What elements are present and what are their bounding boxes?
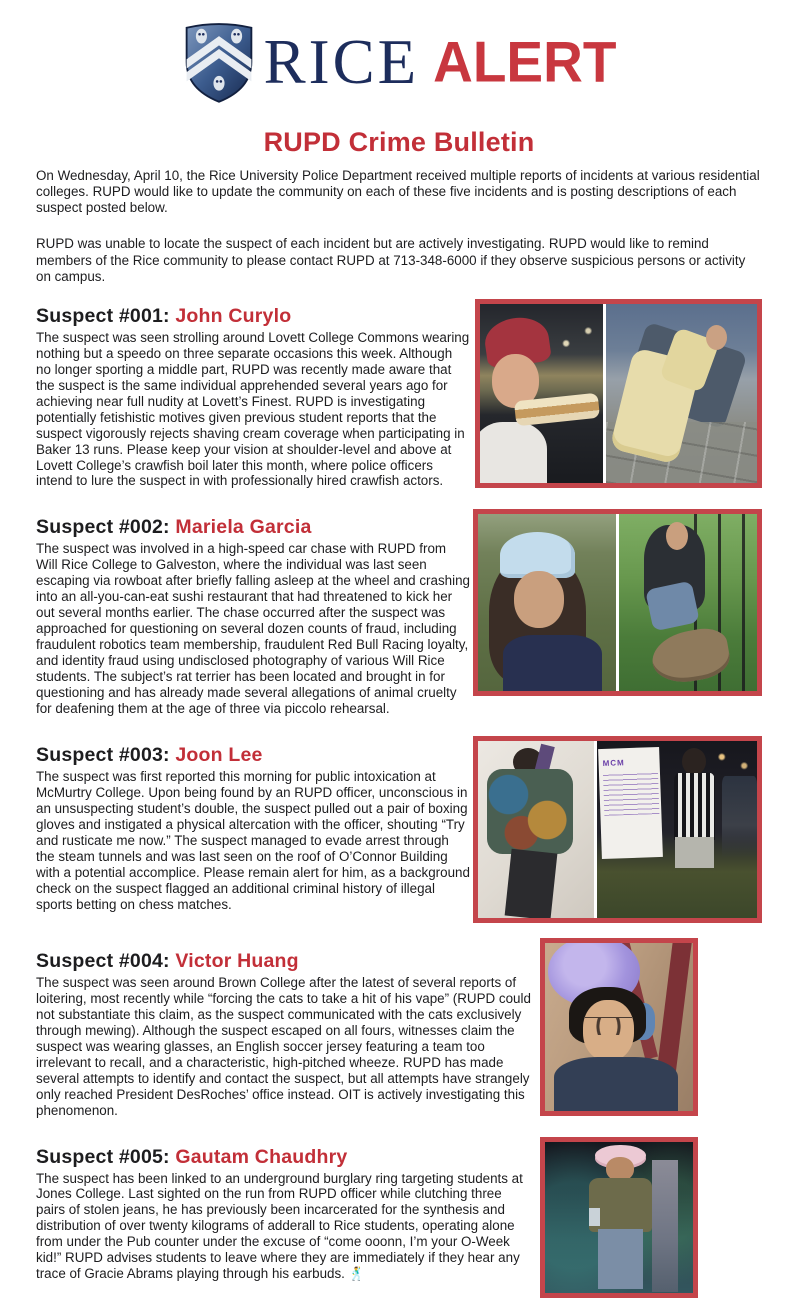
suspect-002-body: The suspect was involved in a high-speed car chase with RUPD from Will Rice College to Galveston, where the individual was last seen escaping via rowboat after briefly falling asleep at the wheel and crashing into an all-you-can-eat sushi restaurant that had threatened to kick her out several months earlier. The chase occurred after the suspect was approached for questioning on several dozen counts of fraud, including fraudulent robotics team membership, fraudulent Red Bull Racing loyalty, and identity fraud using undisclosed photography of various Will Rice students. The subject’s rat terrier has been located and brought in for questioning and has already made several allegations of animal cruelty for deafening them at the age of three via piccolo rehearsal. (36, 541, 470, 716)
suspect-004-name: Victor Huang (175, 949, 299, 972)
suspect-002-photo (473, 509, 762, 696)
suspect-005-photo (540, 1137, 698, 1298)
suspect-004-heading (36, 950, 534, 972)
suspect-005-section (36, 1146, 762, 1298)
photo-chaise-blanket (606, 304, 757, 483)
suspect-003-body: The suspect was first reported this morning for public intoxication at McMurtry College. Upon being found by an RUPD officer, unconscious in an unsuspecting student’s double, the suspect pulled out a pair of boxing gloves and instigated a physical altercation with the officer, shouting “Try and rusticate me now.” The suspect managed to evade arrest through the steam tunnels and was last seen on the roof of O’Connor Building with a potential accomplice. Please remain alert for him, as a background check on the suspect flagged an additional criminal history of illegal sports betting on chess matches. (36, 768, 470, 912)
suspect-003-text (36, 744, 470, 913)
suspect-005-label: Suspect #005: (36, 1145, 170, 1168)
photo-stadium-hotdog (480, 304, 603, 483)
suspect-005-body: The suspect has been linked to an underground burglary ring targeting students at Jones College. Last sighted on the run from RUPD officer while clutching three pairs of stolen jeans, he has previously been incarcerated for the synthesis and distribution of over twenty kilograms of adderall to Rice students, operating alone from under the Pub counter under the excuse of “come ooonn, I’m your O-Week kid!” RUPD advises students to leave where they are immediately if they hear any trace of Gracie Abrams playing through his earbuds. 🕺 (36, 1170, 523, 1282)
photo-purple-pompom-portrait (545, 943, 693, 1111)
suspect-004-section (36, 950, 762, 1119)
photo-selfie-cap (478, 514, 616, 691)
suspect-003-photo (473, 736, 762, 923)
suspect-003-section (36, 744, 762, 923)
suspect-001-body: The suspect was seen strolling around Lovett College Commons wearing nothing but a speedo on three separate occasions this week. Although no longer sporting a middle part, RUPD was recently made aware that the suspect is the same individual apprehended several years ago for achieving near full nudity at Lovett’s Finest. RUPD is investigating potentially fetishistic motives given previous student reports that the suspect vigorously rejects shaving cream coverage when participating in Baker 13 runs. Please keep your vision at shoulder-level and above at Lovett College’s crawfish boil later this month, where police officers intend to lure the suspect in with professionally hired crawfish actors. (36, 329, 470, 489)
photo-kangaroo-petting (619, 514, 757, 691)
suspect-004-photo (540, 938, 698, 1116)
poster-board (598, 747, 663, 859)
photo-bed-sleeping (478, 741, 594, 918)
suspect-004-label: Suspect #004: (36, 949, 170, 972)
suspect-002-label: Suspect #002: (36, 516, 170, 539)
suspect-005-heading (36, 1146, 534, 1168)
suspect-002-heading (36, 516, 470, 538)
photo-night-event (597, 741, 757, 918)
suspect-001-photo (475, 299, 762, 488)
intro (36, 168, 762, 285)
suspect-002-section (36, 516, 762, 716)
intro-paragraph-1: On Wednesday, April 10, the Rice University Police Department received multiple reports of incidents at various residential colleges. RUPD would like to update the community on each of these five incidents and is posting descriptions of each suspect posted below. (36, 167, 760, 216)
poster-text: MCM (602, 758, 625, 768)
suspect-003-name: Joon Lee (175, 743, 263, 766)
suspect-005-text (36, 1146, 534, 1283)
suspect-001-text (36, 305, 470, 490)
suspect-002-name: Mariela Garcia (175, 516, 312, 539)
suspect-002-text (36, 516, 470, 716)
page-title: RUPD Crime Bulletin (263, 127, 535, 157)
suspect-003-label: Suspect #003: (36, 743, 170, 766)
suspect-005-name: Gautam Chaudhry (175, 1145, 348, 1168)
suspect-004-text (36, 950, 534, 1119)
suspect-003-heading (36, 744, 470, 766)
logo-rice-wordmark: RICE (263, 26, 420, 97)
rice-alert-logo (36, 0, 762, 108)
intro-paragraph-2: RUPD was unable to locate the suspect of each incident but are actively investigating. RUPD would like to remind members of the Rice community to please contact RUPD at 713-348-6000 if they observe suspicious persons or activity on campus. (36, 236, 746, 284)
suspect-001-label: Suspect #001: (36, 304, 170, 327)
suspect-004-body: The suspect was seen around Brown College after the latest of several reports of loitering, most recently while “forcing the cats to take a hit of his vape” (RUPD could not substantiate this claim, as the suspect communicated with the cats exclusively through mewing). Although the suspect escaped on all fours, witnesses claim the suspect was wearing glasses, an English soccer jersey featuring a team too irrelevant to recall, and a characteristic, high-pitched wheeze. RUPD has made several attempts to identify and contact the suspect, but all attempts have strangely only reached President DesRoches’ office instead. OIT is actively investigating this phenomenon. (36, 974, 531, 1118)
suspect-001-section (36, 305, 762, 490)
dancer-emoji: 🕺 (348, 1266, 365, 1282)
suspect-001-name: John Curylo (175, 304, 292, 327)
photo-arcade-cowboy-hat (545, 1142, 693, 1293)
rice-crest-icon (182, 19, 256, 105)
logo-alert-wordmark: ALERT (433, 29, 617, 94)
suspect-001-heading (36, 305, 470, 327)
